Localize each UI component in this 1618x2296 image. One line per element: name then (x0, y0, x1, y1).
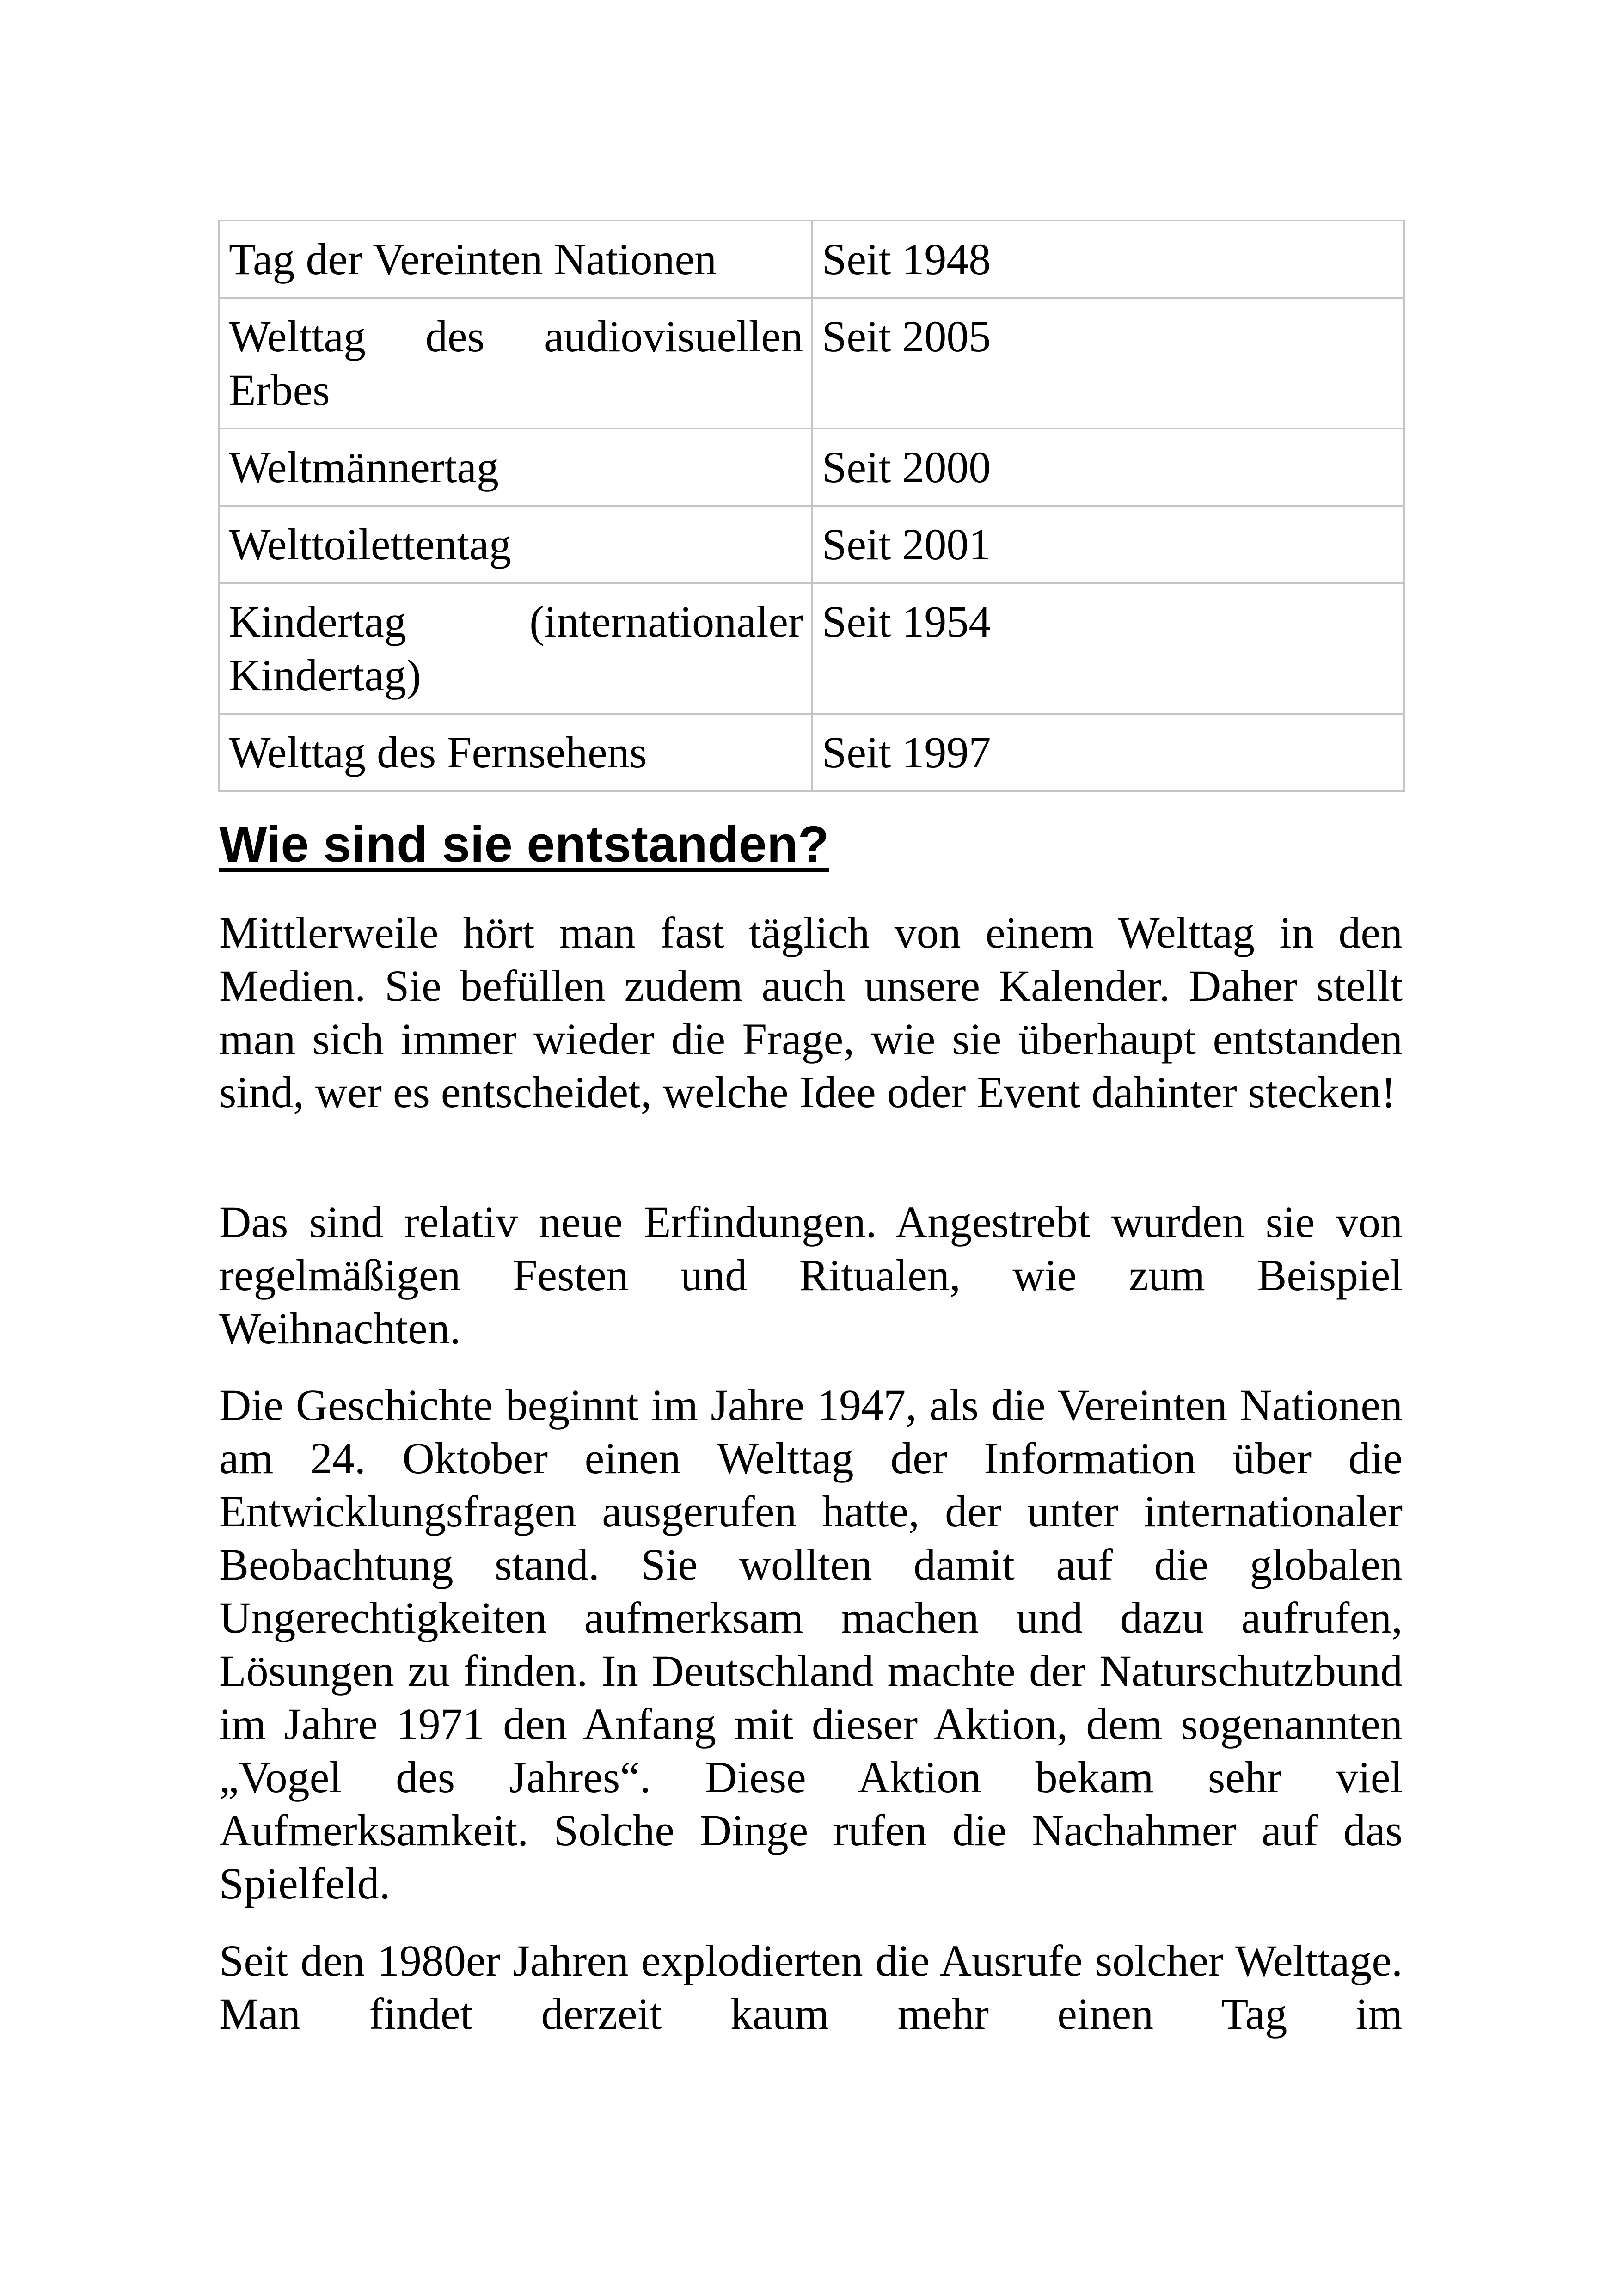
table-row (219, 429, 1404, 506)
table-row (219, 221, 1404, 298)
table-row (219, 506, 1404, 583)
day-since-cell: Seit 2005 (812, 298, 1404, 429)
section-heading: Wie sind sie entstanden? (219, 816, 829, 873)
day-since-cell: Seit 1948 (812, 221, 1404, 298)
day-name-cell: Kindertag (internationaler Kindertag) (219, 583, 812, 714)
day-name-cell: Welttag des Fernsehens (219, 714, 812, 791)
day-since-cell: Seit 2001 (812, 506, 1404, 583)
day-name-cell: Welttag des audiovisuellen Erbes (219, 298, 812, 429)
day-name-cell: Welttoilettentag (219, 506, 812, 583)
world-days-table (218, 220, 1405, 792)
body-paragraph: Die Geschichte beginnt im Jahre 1947, als die Vereinten Nationen am 24. Oktober einen Welttag der Information über die Entwicklungsfragen ausgerufen hatte, der unter internationaler Beobachtung stand. Sie wollten damit auf die globalen Ungerechtigkeiten aufmerksam machen und dazu aufrufen, Lösungen zu finden. In Deutschland machte der Naturschutzbund im Jahre 1971 den Anfang mit dieser Aktion, dem sogenannten „Vogel des Jahres“. Diese Aktion bekam sehr viel Aufmerksamkeit. Solche Dinge rufen die Nachahmer auf das Spielfeld. (219, 1380, 1403, 1908)
body-paragraph: Mittlerweile hört man fast täglich von einem Welttag in den Medien. Sie befüllen zudem auch unsere Kalender. Daher stellt man sich immer wieder die Frage, wie sie überhaupt entstanden sind, wer es entscheidet, welche Idee oder Event dahinter stecken! (219, 908, 1403, 1117)
day-name-cell: Tag der Vereinten Nationen (219, 221, 812, 298)
day-since-cell: Seit 1954 (812, 583, 1404, 714)
day-since-cell: Seit 2000 (812, 429, 1404, 506)
day-since-cell: Seit 1997 (812, 714, 1404, 791)
body-paragraph: Das sind relativ neue Erfindungen. Angestrebt wurden sie von regelmäßigen Festen und Ritualen, wie zum Beispiel Weihnachten. (219, 1197, 1403, 1353)
day-name-cell: Weltmännertag (219, 429, 812, 506)
table-row (219, 583, 1404, 714)
body-paragraph: Seit den 1980er Jahren explodierten die Ausrufe solcher Welttage. Man findet derzeit kaum mehr einen Tag im (219, 1936, 1403, 2039)
table-row (219, 298, 1404, 429)
table-row (219, 714, 1404, 791)
